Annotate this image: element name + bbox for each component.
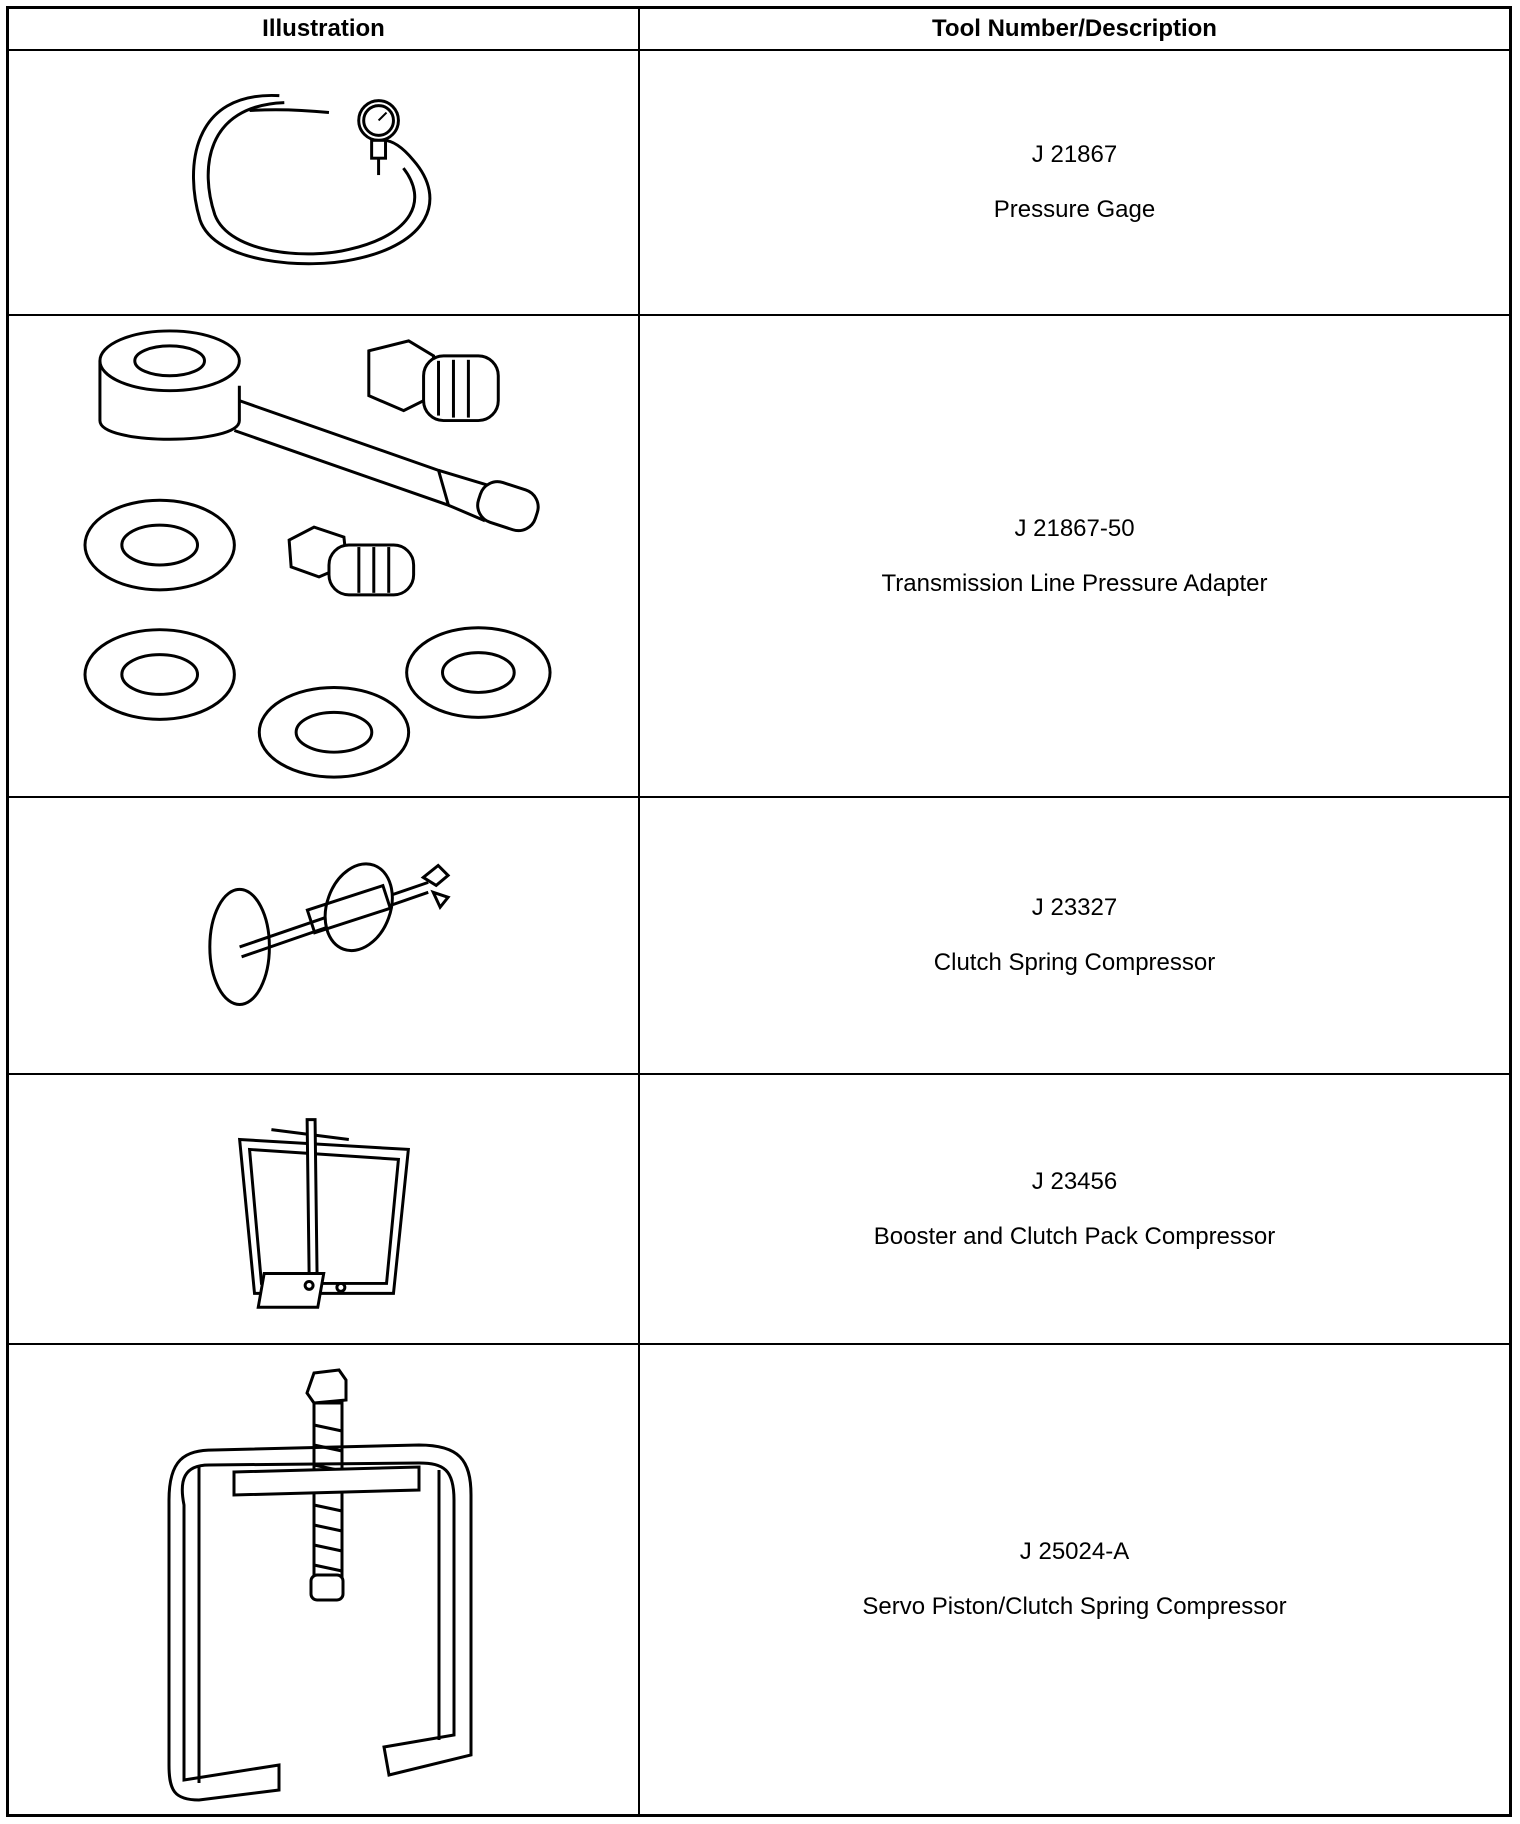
- illustration-cell: [9, 1345, 638, 1814]
- tool-table: [6, 6, 1512, 1817]
- table-row: [9, 1345, 1509, 1814]
- header-tool-number: Tool Number/Description: [932, 15, 1217, 42]
- description-cell: [640, 798, 1509, 1073]
- table-header: [9, 9, 1509, 51]
- table-row: [9, 798, 1509, 1075]
- clutch-spring-compressor-icon: [9, 798, 638, 1073]
- tool-number: J 21867-50: [1014, 514, 1135, 542]
- tool-description: Transmission Line Pressure Adapter: [881, 569, 1268, 597]
- table-row: [9, 1075, 1509, 1345]
- tool-description: Booster and Clutch Pack Compressor: [873, 1222, 1276, 1250]
- table-row: [9, 51, 1509, 316]
- description-cell: [640, 51, 1509, 314]
- header-illustration: Illustration: [262, 15, 385, 42]
- illustration-cell: [9, 798, 638, 1073]
- illustration-cell: [9, 1075, 638, 1343]
- tool-description: Servo Piston/Clutch Spring Compressor: [862, 1593, 1287, 1620]
- tool-number: J 25024-A: [1019, 1538, 1130, 1565]
- description-cell: [640, 1345, 1509, 1814]
- tool-description: Clutch Spring Compressor: [933, 949, 1216, 976]
- washer: [85, 500, 234, 590]
- description-cell: [640, 316, 1509, 796]
- table-row: [9, 316, 1509, 798]
- servo-piston-compressor-icon: [9, 1345, 638, 1814]
- illustration-cell: [9, 316, 638, 796]
- description-cell: [640, 1075, 1509, 1343]
- tool-number: J 21867: [1031, 141, 1118, 168]
- tool-number: J 23456: [1031, 1167, 1118, 1195]
- tool-description: Pressure Gage: [993, 196, 1156, 223]
- illustration-cell: [9, 51, 638, 314]
- tool-number: J 23327: [1031, 894, 1118, 921]
- pressure-gage-icon: [9, 51, 638, 314]
- booster-compressor-icon: [9, 1075, 638, 1343]
- pressure-adapter-icon: [9, 316, 638, 796]
